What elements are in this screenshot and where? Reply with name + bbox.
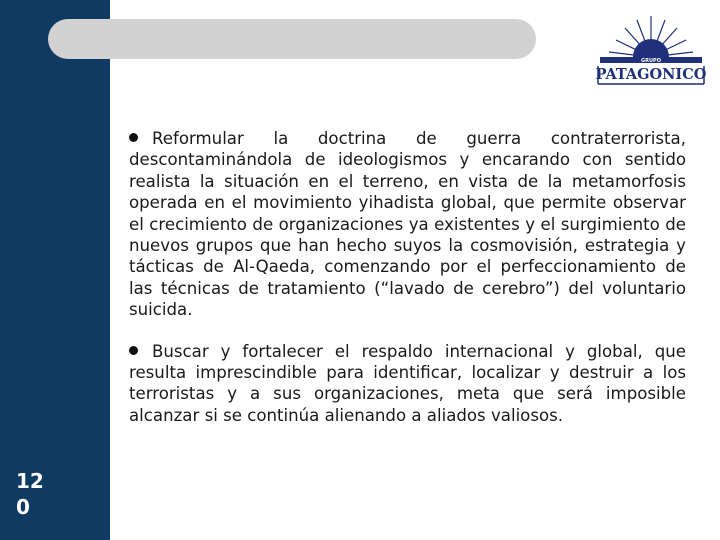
- grupo-patagonico-logo: [590, 8, 712, 90]
- logo-small-text: GRUPO: [641, 58, 661, 64]
- left-sidebar: [0, 0, 110, 540]
- bullet-text-2: Buscar y fortalecer el respaldo internacional y global, que resulta imprescindible para identificar, localizar y destruir a los terroristas y a sus organizaciones, meta que será imposible alcanzar si se continúa alienando a aliados valiosos.: [129, 341, 686, 425]
- bullet-item-1: [129, 128, 686, 321]
- bullet-item-2: [129, 341, 686, 427]
- logo-graphic: [590, 8, 712, 90]
- bullet-icon: [129, 346, 138, 355]
- bullet-text-1: Reformular la doctrina de guerra contraterrorista, descontaminándola de ideologismos y encarando con sentido realista la situación en el terreno, en vista de la metamorfosis operada en el movimiento yihadista global, que permite observar el crecimiento de organizaciones ya existentes y el surgimiento de nuevos grupos que han hecho suyos la cosmovisión, estrategia y tácticas de Al-Qaeda, comenzando por el perfeccionamiento de las técnicas de tratamiento (“lavado de cerebro”) del voluntario suicida.: [129, 129, 686, 320]
- sun-shape: [633, 39, 669, 57]
- bullet-icon: [129, 133, 138, 142]
- page-number: 120: [16, 469, 44, 519]
- title-bar: [48, 19, 536, 59]
- logo-main-text: PATAGONICO: [595, 66, 707, 83]
- slide-content: [129, 128, 686, 446]
